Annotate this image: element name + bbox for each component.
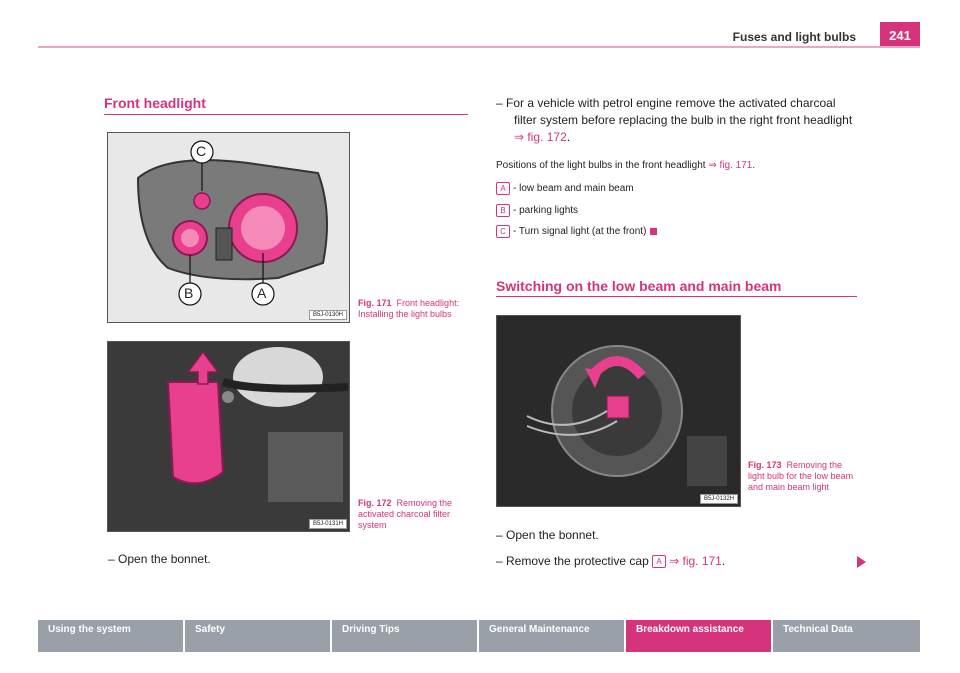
footer-tab-general-maintenance[interactable]: General Maintenance	[479, 620, 626, 652]
section-rule	[104, 114, 468, 115]
badge-a-icon: A	[496, 182, 510, 195]
fig-172-link[interactable]: ⇒ fig. 172	[514, 130, 567, 144]
caption-text: Removing the light bulb for the low beam and main beam light	[748, 460, 854, 492]
caption-number: Fig. 171	[358, 298, 392, 308]
caption-number: Fig. 173	[748, 460, 782, 470]
footer-tab-technical-data[interactable]: Technical Data	[773, 620, 920, 652]
figure-code: B5J-0131H	[309, 519, 347, 529]
positions-intro	[496, 159, 755, 173]
list-item-text: - parking lights	[513, 205, 579, 217]
figure-172-engine-bay	[107, 341, 350, 532]
positions-intro-text: Positions of the light bulbs in the front headlight	[496, 160, 706, 171]
footer-nav	[38, 620, 920, 652]
punctuation: .	[752, 160, 756, 171]
figure-173-bulb-removal	[496, 315, 741, 507]
figure-171-headlight	[107, 132, 350, 323]
paragraph-line: – For a vehicle with petrol engine remove the activated charcoal	[496, 96, 836, 110]
footer-tab-driving-tips[interactable]: Driving Tips	[332, 620, 479, 652]
paragraph-petrol-filter	[496, 95, 861, 146]
paragraph-line: filter system before replacing the bulb in the right front headlight	[514, 113, 853, 127]
section-title-front-headlight: Front headlight	[104, 95, 206, 111]
figure-171-caption	[358, 298, 468, 320]
badge-b-icon: B	[496, 204, 510, 217]
list-item	[496, 225, 657, 239]
badge-c-icon: C	[496, 225, 510, 238]
caption-text: Front headlight: Installing the light bulbs	[358, 298, 460, 319]
badge-a-icon: A	[652, 555, 666, 568]
list-item	[496, 204, 578, 218]
callout-a: A	[257, 285, 267, 301]
list-item	[496, 182, 634, 196]
step-text: – Remove the protective cap	[496, 554, 649, 568]
next-page-arrow-icon[interactable]	[857, 556, 866, 568]
left-step-open-bonnet: – Open the bonnet.	[108, 552, 211, 566]
bulb-removal-illustration	[497, 316, 740, 506]
footer-tab-using-the-system[interactable]: Using the system	[38, 620, 185, 652]
footer-tab-safety[interactable]: Safety	[185, 620, 332, 652]
headlight-illustration	[108, 133, 349, 322]
figure-173-caption	[748, 460, 856, 493]
right-step-open-bonnet: – Open the bonnet.	[496, 528, 599, 542]
section-rule	[496, 296, 857, 297]
figure-code: B5J-0132H	[700, 494, 738, 504]
list-item-text: - low beam and main beam	[513, 183, 634, 195]
caption-number: Fig. 172	[358, 498, 392, 508]
figure-172-caption	[358, 498, 468, 531]
header-rule	[38, 46, 920, 48]
caption-text: Removing the activated charcoal filter system	[358, 498, 453, 530]
footer-tab-breakdown-assistance[interactable]: Breakdown assistance	[626, 620, 773, 652]
figure-code: B5J-0130H	[309, 310, 347, 320]
fig-171-link[interactable]: ⇒ fig. 171	[669, 554, 722, 568]
punctuation: .	[566, 130, 571, 144]
right-step-remove-cap	[496, 553, 725, 570]
end-of-section-icon	[650, 228, 657, 235]
running-header: Fuses and light bulbs	[732, 30, 856, 44]
punctuation: .	[721, 554, 726, 568]
callout-c: C	[196, 143, 207, 159]
callout-b: B	[184, 285, 194, 301]
page-number: 241	[880, 22, 920, 48]
fig-171-link[interactable]: ⇒ fig. 171	[708, 160, 753, 171]
list-item-text: - Turn signal light (at the front)	[513, 226, 647, 238]
engine-bay-illustration	[108, 342, 349, 531]
section-title-low-beam: Switching on the low beam and main beam	[496, 278, 782, 294]
